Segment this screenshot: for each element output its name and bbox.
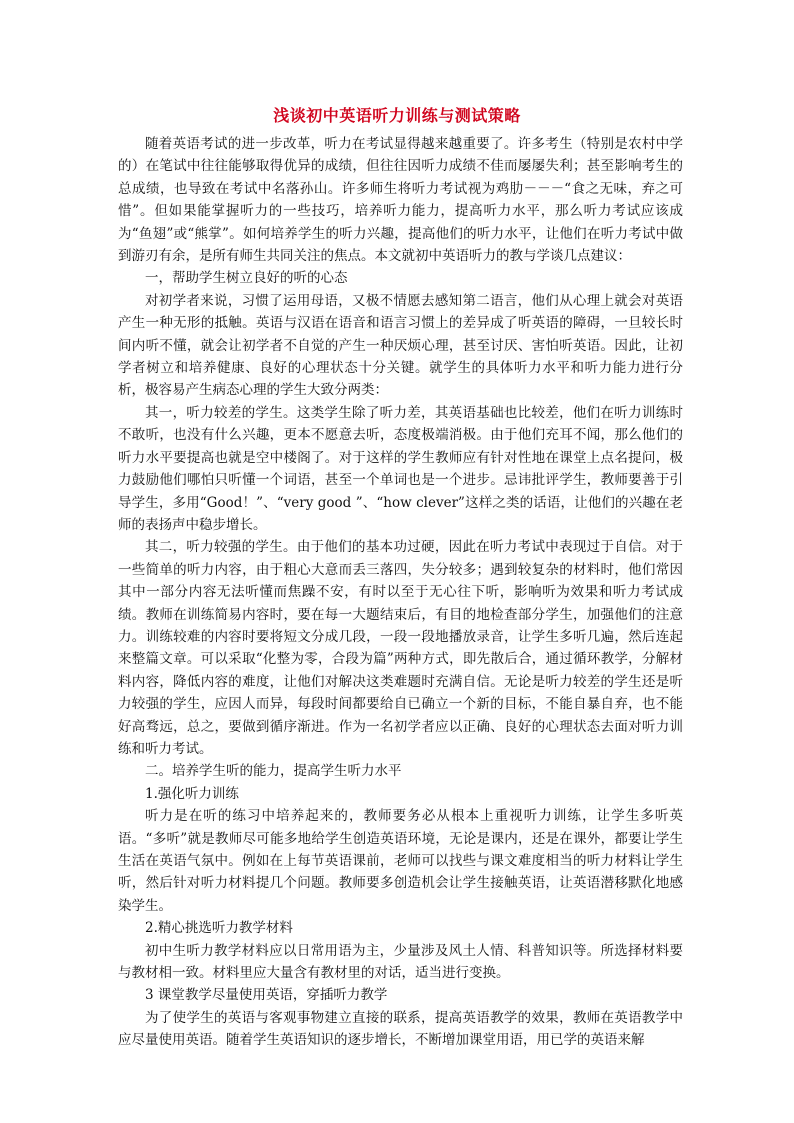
body-paragraph: 初中生听力教学材料应以日常用语为主，少量涉及风土人情、科普知识等。所选择材料要与教材相一致。材料里应大量含有教材里的对话，适当进行变换。 bbox=[118, 942, 683, 982]
subheading-1: 1.强化听力训练 bbox=[145, 785, 239, 802]
section-heading-2: 二。培养学生听的能力，提高学生听力水平 bbox=[145, 763, 402, 780]
document-title: 浅谈初中英语听力训练与测试策略 bbox=[273, 106, 521, 125]
body-paragraph: 其一，听力较差的学生。这类学生除了听力差，其英语基础也比较差，他们在听力训练时不敢听，也没有什么兴趣，更本不愿意去听，态度极端消极。由于他们充耳不闻，那么他们的听力水平要提高也就是空中楼阁了。对于这样的学生教师应有针对性地在课堂上点名提问，极力鼓励他们哪怕只听懂一个词语，甚至一个单词也是一个进步。忌讳批评学生，教师要善于引导学生，多用“Good！”、“very good ”、“how clever”这样之类的话语，让他们的兴趣在老师的表扬声中稳步增长。 bbox=[118, 404, 683, 533]
body-paragraph: 其二，听力较强的学生。由于他们的基本功过硬，因此在听力考试中表现过于自信。对于一些简单的听力内容，由于粗心大意而丢三落四，失分较多；遇到较复杂的材料时，他们常因其中一部分内容无法听懂而焦躁不安，有时以至于无心往下听，影响听为效果和听力考试成绩。教师在训练简易内容时，要在每一大题结束后，有目的地检查部分学生，加强他们的注意力。训练较难的内容时要将短文分成几段，一段一段地播放录音，让学生多听几遍，然后连起来整篇文章。可以采取“化整为零，合段为篇”两种方式，即先散后合，通过循环教学，分解材料内容，降低内容的难度，让他们对解决这类难题时充满自信。无论是听力较差的学生还是听力较强的学生，应因人而异，每段时间都要给自已确立一个新的目标，不能自暴自弃，也不能好高骛远，总之，要做到循序渐进。作为一名初学者应以正确、良好的心理状态去面对听力训练和听力考试。 bbox=[118, 539, 683, 757]
intro-paragraph: 随着英语考试的进一步改革，听力在考试显得越来越重要了。许多考生（特别是农村中学的）在笔试中往往能够取得优异的成绩，但往往因听力成绩不佳而屡屡失利；甚至影响考生的总成绩，也导致在考试中名落孙山。许多师生将听力考试视为鸡肋－－－“食之无味，弃之可惜”。但如果能掌握听力的一些技巧，培养听力能力，提高听力水平，那么听力考试应该成为“鱼翅”或“熊掌”。如何培养学生的听力兴趣，提高他们的听力水平，让他们在听力考试中做到游刃有余，是所有师生共同关注的焦点。本文就初中英语听力的教与学谈几点建议： bbox=[118, 136, 683, 265]
document-body bbox=[118, 133, 683, 1052]
body-paragraph: 为了使学生的英语与客观事物建立直接的联系，提高英语教学的效果，教师在英语教学中应尽量使用英语。随着学生英语知识的逐步增长，不断增加课堂用语，用已学的英语来解 bbox=[118, 1009, 683, 1049]
section-heading-1: 一，帮助学生树立良好的听的心态 bbox=[145, 270, 348, 287]
subheading-2: 2.精心挑选听力教学材料 bbox=[145, 920, 293, 937]
body-paragraph: 听力是在听的练习中培养起来的，教师要务必从根本上重视听力训练，让学生多听英语。“多听”就是教师尽可能多地给学生创造英语环境，无论是课内，还是在课外，都要让学生生活在英语气氛中。例如在上每节英语课前，老师可以找些与课文难度相当的听力材料让学生听，然后针对听力材料提几个问题。教师要多创造机会让学生接触英语，让英语潜移默化地感染学生。 bbox=[118, 808, 683, 914]
subheading-3: 3 课堂教学尽量使用英语，穿插听力教学 bbox=[145, 987, 388, 1004]
body-paragraph: 对初学者来说，习惯了运用母语，又极不情愿去感知第二语言，他们从心理上就会对英语产生一种无形的抵触。英语与汉语在语音和语言习惯上的差异成了听英语的障碍，一旦较长时间内听不懂，就会让初学者不自觉的产生一种厌烦心理，甚至讨厌、害怕听英语。因此，让初学者树立和培养健康、良好的心理状态十分关键。就学生的具体听力水平和听力能力进行分析，极容易产生病态心理的学生大致分两类： bbox=[118, 292, 683, 399]
